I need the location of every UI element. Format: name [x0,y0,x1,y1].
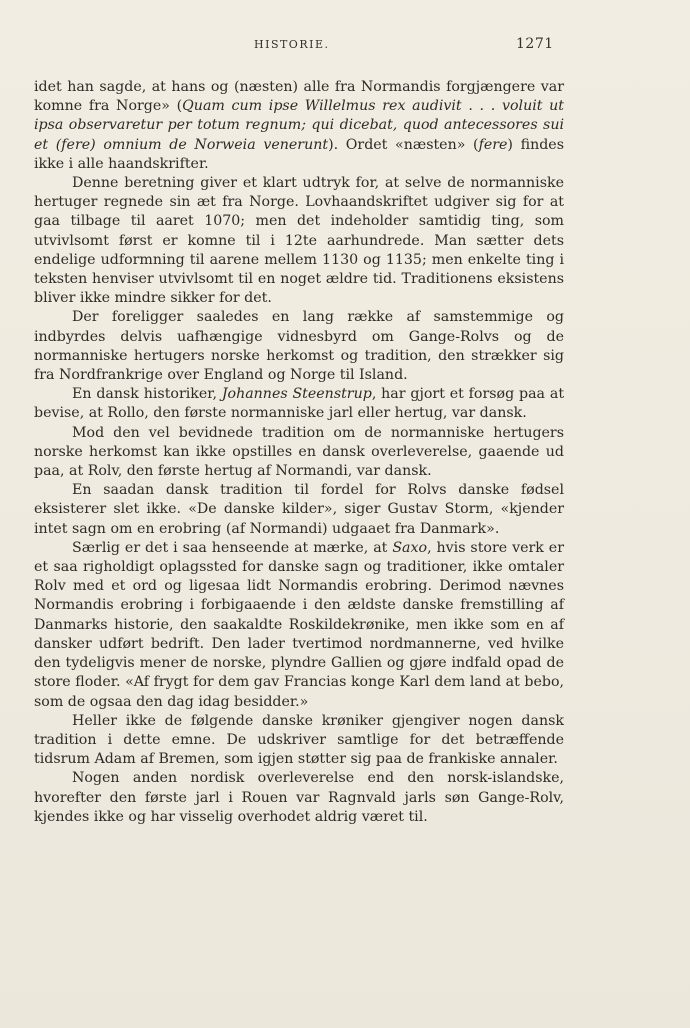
paragraph-9: Nogen anden nordisk overleverelse end den norsk-islandske, hvorefter den første jarl i Rouen var Ragnvald jarls søn Gange-Rolv, kjendes ikke og har visselig overhodet aldrig været til. [34,770,564,825]
paragraph-1 [34,78,564,174]
paragraph-3: Der foreligger saaledes en lang række af samstemmige og indbyrdes delvis uafhængige vidnesbyrd om Gange-Rolvs og de normanniske hertugers norske herkomst og tradition, den strækker sig fra Nordfrankrige over England og Norge til Island. [34,309,564,384]
running-title: HISTORIE. [254,38,330,51]
saxo-name: Saxo [392,539,428,556]
body-text [34,78,564,827]
paragraph-8: Heller ikke de følgende danske krøniker gjengiver nogen dansk tradition i dette emne. De udskriver samtlige for det betræffende tidsrum Adam af Bremen, som igjen støtter sig paa de frankiske annaler. [34,712,564,768]
paragraph-7 [34,539,564,712]
paragraph-4 [34,385,564,423]
paragraph-1-text-b: ). Ordet «næsten» ( [328,136,479,153]
paragraph-5: Mod den vel bevidnede tradition om de normanniske hertugers norske herkomst kan ikke opstilles en dansk overleverelse, gaaende ud paa, at Rolv, den første hertug af Normandi, var dansk. [34,424,564,480]
author-name: Johannes Steenstrup [221,386,372,403]
latin-quote: Quam cum ipse Willelmus rex audivit . . . voluit ut ipsa observaretur per totum regnum; qui dicebat, quod antecessores sui et (fere) omnium de Norweia venerunt [34,98,564,153]
page-header [0,36,690,56]
paragraph-7-text-b: , hvis store verk er et saa righoldigt oplagssted for danske sagn og traditioner, ikke omtaler Rolv med et ord og ligesaa lidt Normandis erobring. Derimod nævnes Normandis erobring i forbigaaende i den ældste danske fremstilling af Danmarks historie, den saakaldte Roskildekrønike, men ikke som en af dansker udført bedrift. Den lader tvertimod nordmannerne, ved hvilke den tydeligvis mener de norske, plyndre Gallien og gjøre indfald opad de store floder. «Af frygt for dem gav Francias konge Karl dem land at bebo, som de ogsaa den dag idag besidder.» [34,539,564,710]
latin-word-fere: fere [478,136,508,153]
paragraph-1-text-c: ) findes ikke i alle haandskrifter. [34,136,564,172]
paragraph-4-text-a: En dansk historiker, [72,386,222,403]
page-number: 1271 [516,36,554,52]
paragraph-4-text-b: , har gjort et forsøg paa at bevise, at Rollo, den første normanniske jarl eller hertug, var dansk. [34,386,565,422]
paragraph-7-text-a: Særlig er det i saa henseende at mærke, at [72,539,393,556]
paragraph-6: En saadan dansk tradition til fordel for Rolvs danske fødsel eksisterer slet ikke. «De danske kilder», siger Gustav Storm, «kjender intet sagn om en erobring (af Normandi) udgaaet fra Danmark». [34,482,564,537]
paragraph-1-text-a: idet han sagde, at hans og (næsten) alle fra Normandis forgjængere var komne fra Norge» ( [34,79,564,115]
paragraph-2: Denne beretning giver et klart udtryk for, at selve de normanniske hertuger regnede sin æt fra Norge. Lovhaandskriftet udgiver sig for at gaa tilbage til aaret 1070; men det indeholder samtidig ting, som utvivlsomt først er komne til i 12te aarhundrede. Man sætter dets endelige udformning til aarene mellem 1130 og 1135; men enkelte ting i teksten henviser utvivlsomt til en noget ældre tid. Traditionens eksistens bliver ikke mindre sikker for det. [34,175,564,307]
